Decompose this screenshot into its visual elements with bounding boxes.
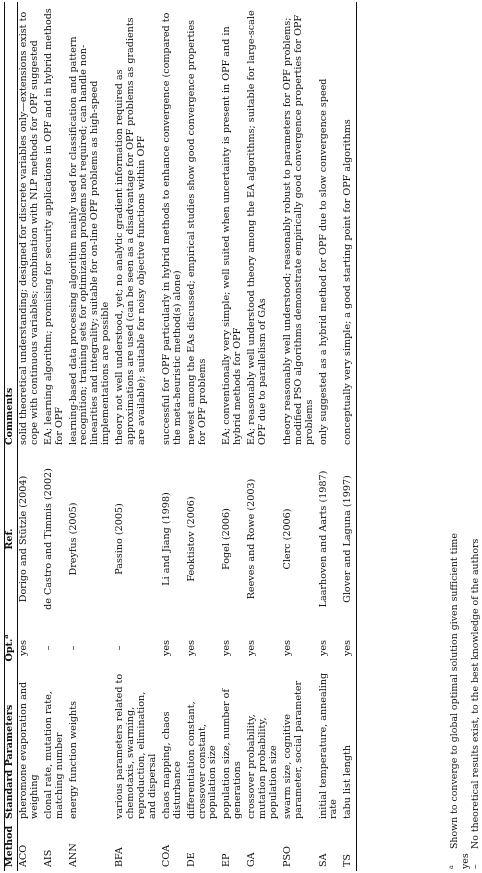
table-body <box>17 2 356 871</box>
cell-method: ACO <box>17 844 29 867</box>
table-row <box>186 2 222 871</box>
cell-opt: yes <box>160 639 172 657</box>
cell-comments: EA; reasonably well understood theory among the EA algorithms; suitable for large-scale OPF due to parallelism of GAs <box>246 10 269 445</box>
cell-comments: theory not well understood, yet; no analytic gradient information required as approximations are used (can be seen as a disadvantage for OPF problems as gradients are available); suitable for noisy objective functions within OPF <box>114 17 147 445</box>
cell-opt: yes <box>342 629 356 667</box>
cell-ref: Clerc (2006) <box>281 508 293 570</box>
table-row <box>161 2 186 871</box>
footnote <box>446 11 471 871</box>
cell-ref: Glover and Laguna (1997) <box>342 449 356 629</box>
table-row <box>282 2 318 871</box>
footnote-letter: a <box>446 865 455 869</box>
cell-comments: successful for OPF particularly in hybrid methods to enhance convergence (compared to the meta-heuristic method(s) alone) <box>160 12 183 445</box>
table-row <box>43 2 68 871</box>
table-row <box>342 2 356 871</box>
cell-params: crossover probability, mutation probability, population size <box>246 714 279 819</box>
cell-method: AIS <box>42 849 54 867</box>
table-footnotes <box>446 11 482 871</box>
cell-method: BFA <box>114 847 126 867</box>
cell-params: initial temperature, annealing rate <box>317 672 340 819</box>
footnote-mark <box>446 849 471 871</box>
table-row <box>318 2 343 871</box>
cell-opt: – <box>42 645 54 651</box>
cell-method: SA <box>317 853 329 867</box>
cell-params: swarm size, cognitive parameter, social parameter <box>281 680 304 819</box>
cell-comments: theory reasonably well understood; reasonably robust to parameters for OPF problems; modified PSO algorithms demonstrate empirically good convergence properties for OPF problems <box>281 14 315 445</box>
header-row <box>5 2 18 871</box>
cell-opt: yes <box>17 639 29 657</box>
cell-comments: EA; conventionally very simple; well suited when uncertainty is present in OPF and in hybrid methods for OPF <box>221 26 244 445</box>
header-comments: Comments <box>5 2 18 449</box>
header-ref: Ref. <box>5 449 18 629</box>
cell-method: TS <box>342 823 356 871</box>
cell-method: EP <box>221 853 233 867</box>
cell-ref: Li and Jiang (1998) <box>160 492 172 586</box>
table-header <box>1 2 18 871</box>
header-method: Method <box>5 823 18 871</box>
cell-opt: yes <box>281 639 293 657</box>
table-row <box>68 2 115 871</box>
cell-params: clonal rate, mutation rate, matching number <box>42 691 65 819</box>
header-opt-label: Opt. <box>4 638 15 662</box>
cell-ref: Fogel (2006) <box>221 508 233 570</box>
cell-params: tabu list length <box>342 667 356 823</box>
footnote-key: – <box>470 864 482 869</box>
cell-opt: – <box>67 645 79 651</box>
cell-ref: Passino (2005) <box>114 503 126 575</box>
cell-params: energy function weights <box>67 701 79 819</box>
cell-method: COA <box>160 844 172 867</box>
cell-params: various parameters related to chemotaxis, swarming, reproduction, elimination, and dispersal <box>114 673 158 819</box>
cell-params: pheromone evaporation and weighing <box>17 681 40 819</box>
footnote-key: yes <box>459 853 471 869</box>
cell-ref: Feoktistov (2006) <box>185 496 197 582</box>
header-opt <box>1 629 18 667</box>
cell-params: differentiation constant, crossover constant, population size <box>185 701 219 819</box>
cell-comments: solid theoretical understanding; designed for discrete variables only—extensions exist to cope with continuous variables; combination with NLP methods for OPF suggested <box>17 11 40 445</box>
cell-params: chaos mapping, chaos disturbance <box>160 711 183 819</box>
cell-params: population size, number of generations <box>221 688 244 819</box>
cell-comments: conceptually very simple; a good starting point for OPF algorithms <box>342 2 356 449</box>
cell-opt: yes <box>221 639 233 657</box>
header-params: Standard Parameters <box>5 667 18 823</box>
cell-comments: only suggested as a hybrid method for OPF due to slow convergence speed <box>317 78 329 445</box>
footnote-text: No theoretical results exist, to the best knowledge of the authors <box>470 538 482 849</box>
table-row <box>221 2 246 871</box>
cell-opt: yes <box>246 639 258 657</box>
cell-method: ANN <box>67 843 79 867</box>
cell-ref: Laarhoven and Aarts (1987) <box>317 470 329 608</box>
cell-ref: de Castro and Timmis (2002) <box>42 468 54 610</box>
table-row <box>246 2 282 871</box>
cell-ref: Dorigo and Stützle (2004) <box>17 475 29 603</box>
cell-opt: yes <box>185 639 197 657</box>
cell-ref: Reeves and Rowe (2003) <box>246 478 258 600</box>
cell-comments: newest among the EAs discussed; empirical studies show good convergence properties for OPF problems <box>185 19 208 445</box>
table-row <box>114 2 161 871</box>
header-opt-footnote-mark: a <box>1 634 10 639</box>
cell-opt: – <box>114 645 126 651</box>
table-row <box>17 2 42 871</box>
cell-method: DE <box>185 852 197 867</box>
cell-comments: EA; learning algorithm; promising for security applications in OPF and in hybrid methods for OPF <box>42 8 65 445</box>
cell-ref: Dreyfus (2005) <box>67 502 79 576</box>
footnote-text: Shown to converge to global optimal solution given sufficient time <box>449 533 460 849</box>
cell-opt: yes <box>317 639 329 657</box>
cell-method: PSO <box>281 846 293 867</box>
cell-method: GA <box>246 852 258 867</box>
cell-comments: learning-based data processing algorithm mainly used for classification and pattern recognition; training sets for optimization problems not required; can handle non-linearities and integrality; suitable for on-line OPF problems as high-speed implementations are possible <box>67 36 112 445</box>
footnote-mark <box>471 849 482 871</box>
methods-table <box>1 2 357 871</box>
footnote <box>471 11 482 871</box>
